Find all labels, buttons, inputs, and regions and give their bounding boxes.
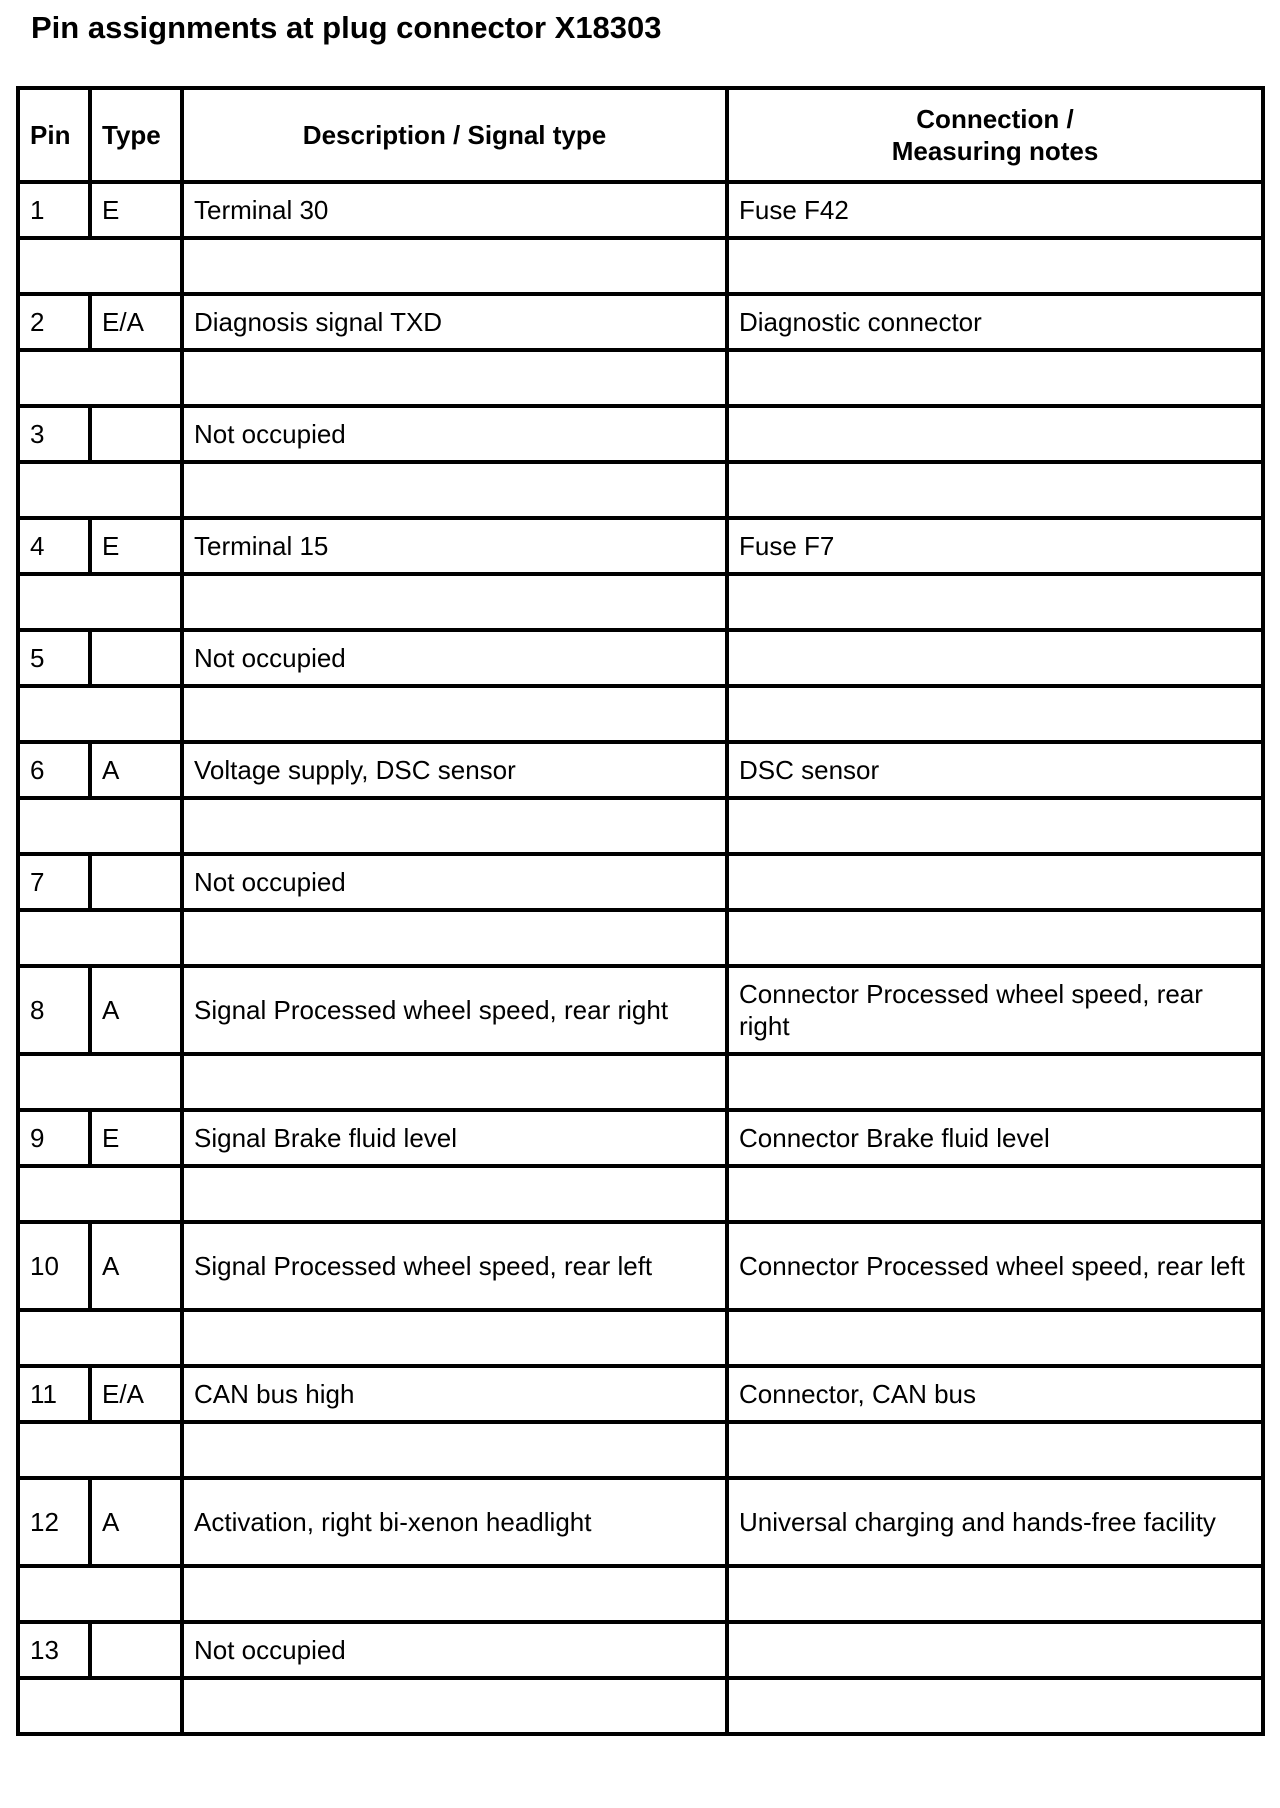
description-cell: Diagnosis signal TXD bbox=[182, 294, 727, 350]
table-row bbox=[18, 1110, 1263, 1166]
table-row bbox=[18, 630, 1263, 686]
description-cell: Not occupied bbox=[182, 406, 727, 462]
table-row bbox=[18, 966, 1263, 1054]
pin-cell: 11 bbox=[18, 1366, 90, 1422]
header-pin: Pin bbox=[18, 88, 90, 182]
pin-cell: 4 bbox=[18, 518, 90, 574]
pin-assignment-table bbox=[16, 86, 1265, 1736]
type-cell bbox=[90, 630, 182, 686]
spacer-row bbox=[18, 574, 1263, 630]
connection-cell: Universal charging and hands-free facility bbox=[727, 1478, 1263, 1566]
pin-cell: 2 bbox=[18, 294, 90, 350]
spacer-row bbox=[18, 238, 1263, 294]
table-row bbox=[18, 182, 1263, 238]
header-connection-line1: Connection / bbox=[916, 104, 1074, 134]
connection-cell: Connector Brake fluid level bbox=[727, 1110, 1263, 1166]
spacer-row bbox=[18, 1310, 1263, 1366]
table-row bbox=[18, 854, 1263, 910]
pin-cell: 12 bbox=[18, 1478, 90, 1566]
spacer-row bbox=[18, 1422, 1263, 1478]
table-row bbox=[18, 1622, 1263, 1678]
header-type: Type bbox=[90, 88, 182, 182]
connection-cell: Fuse F7 bbox=[727, 518, 1263, 574]
header-connection-line2: Measuring notes bbox=[891, 136, 1099, 166]
description-cell: Signal Brake fluid level bbox=[182, 1110, 727, 1166]
type-cell: E bbox=[90, 182, 182, 238]
connection-cell: Diagnostic connector bbox=[727, 294, 1263, 350]
description-cell: Not occupied bbox=[182, 630, 727, 686]
pin-cell: 13 bbox=[18, 1622, 90, 1678]
spacer-row bbox=[18, 350, 1263, 406]
pin-cell: 5 bbox=[18, 630, 90, 686]
description-cell: Not occupied bbox=[182, 854, 727, 910]
spacer-row bbox=[18, 1054, 1263, 1110]
description-cell: Activation, right bi-xenon headlight bbox=[182, 1478, 727, 1566]
spacer-row bbox=[18, 1566, 1263, 1622]
spacer-row bbox=[18, 1678, 1263, 1734]
description-cell: Signal Processed wheel speed, rear left bbox=[182, 1222, 727, 1310]
table-row bbox=[18, 742, 1263, 798]
pin-cell: 7 bbox=[18, 854, 90, 910]
spacer-row bbox=[18, 798, 1263, 854]
type-cell: A bbox=[90, 742, 182, 798]
table-row bbox=[18, 406, 1263, 462]
type-cell: E bbox=[90, 518, 182, 574]
connection-cell bbox=[727, 1622, 1263, 1678]
description-cell: Signal Processed wheel speed, rear right bbox=[182, 966, 727, 1054]
page-title: Pin assignments at plug connector X18303 bbox=[31, 10, 662, 45]
connection-cell: Connector Processed wheel speed, rear right bbox=[727, 966, 1263, 1054]
pin-cell: 6 bbox=[18, 742, 90, 798]
table-row bbox=[18, 1366, 1263, 1422]
type-cell bbox=[90, 854, 182, 910]
table-row bbox=[18, 1222, 1263, 1310]
pin-cell: 8 bbox=[18, 966, 90, 1054]
connection-cell: Connector, CAN bus bbox=[727, 1366, 1263, 1422]
table-row bbox=[18, 294, 1263, 350]
type-cell: A bbox=[90, 1222, 182, 1310]
table-row bbox=[18, 1478, 1263, 1566]
header-connection bbox=[727, 88, 1263, 182]
type-cell: E/A bbox=[90, 1366, 182, 1422]
connection-cell: Connector Processed wheel speed, rear left bbox=[727, 1222, 1263, 1310]
connection-cell bbox=[727, 854, 1263, 910]
connection-cell bbox=[727, 630, 1263, 686]
type-cell bbox=[90, 1622, 182, 1678]
spacer-row bbox=[18, 910, 1263, 966]
type-cell: A bbox=[90, 1478, 182, 1566]
type-cell bbox=[90, 406, 182, 462]
description-cell: Terminal 15 bbox=[182, 518, 727, 574]
connection-cell: DSC sensor bbox=[727, 742, 1263, 798]
pin-cell: 3 bbox=[18, 406, 90, 462]
pin-cell: 1 bbox=[18, 182, 90, 238]
connection-cell: Fuse F42 bbox=[727, 182, 1263, 238]
type-cell: E bbox=[90, 1110, 182, 1166]
pin-cell: 10 bbox=[18, 1222, 90, 1310]
pin-cell: 9 bbox=[18, 1110, 90, 1166]
header-row bbox=[18, 88, 1263, 182]
type-cell: A bbox=[90, 966, 182, 1054]
table-row bbox=[18, 518, 1263, 574]
spacer-row bbox=[18, 686, 1263, 742]
description-cell: Voltage supply, DSC sensor bbox=[182, 742, 727, 798]
description-cell: Not occupied bbox=[182, 1622, 727, 1678]
description-cell: CAN bus high bbox=[182, 1366, 727, 1422]
type-cell: E/A bbox=[90, 294, 182, 350]
connection-cell bbox=[727, 406, 1263, 462]
spacer-row bbox=[18, 462, 1263, 518]
header-description: Description / Signal type bbox=[182, 88, 727, 182]
description-cell: Terminal 30 bbox=[182, 182, 727, 238]
spacer-row bbox=[18, 1166, 1263, 1222]
